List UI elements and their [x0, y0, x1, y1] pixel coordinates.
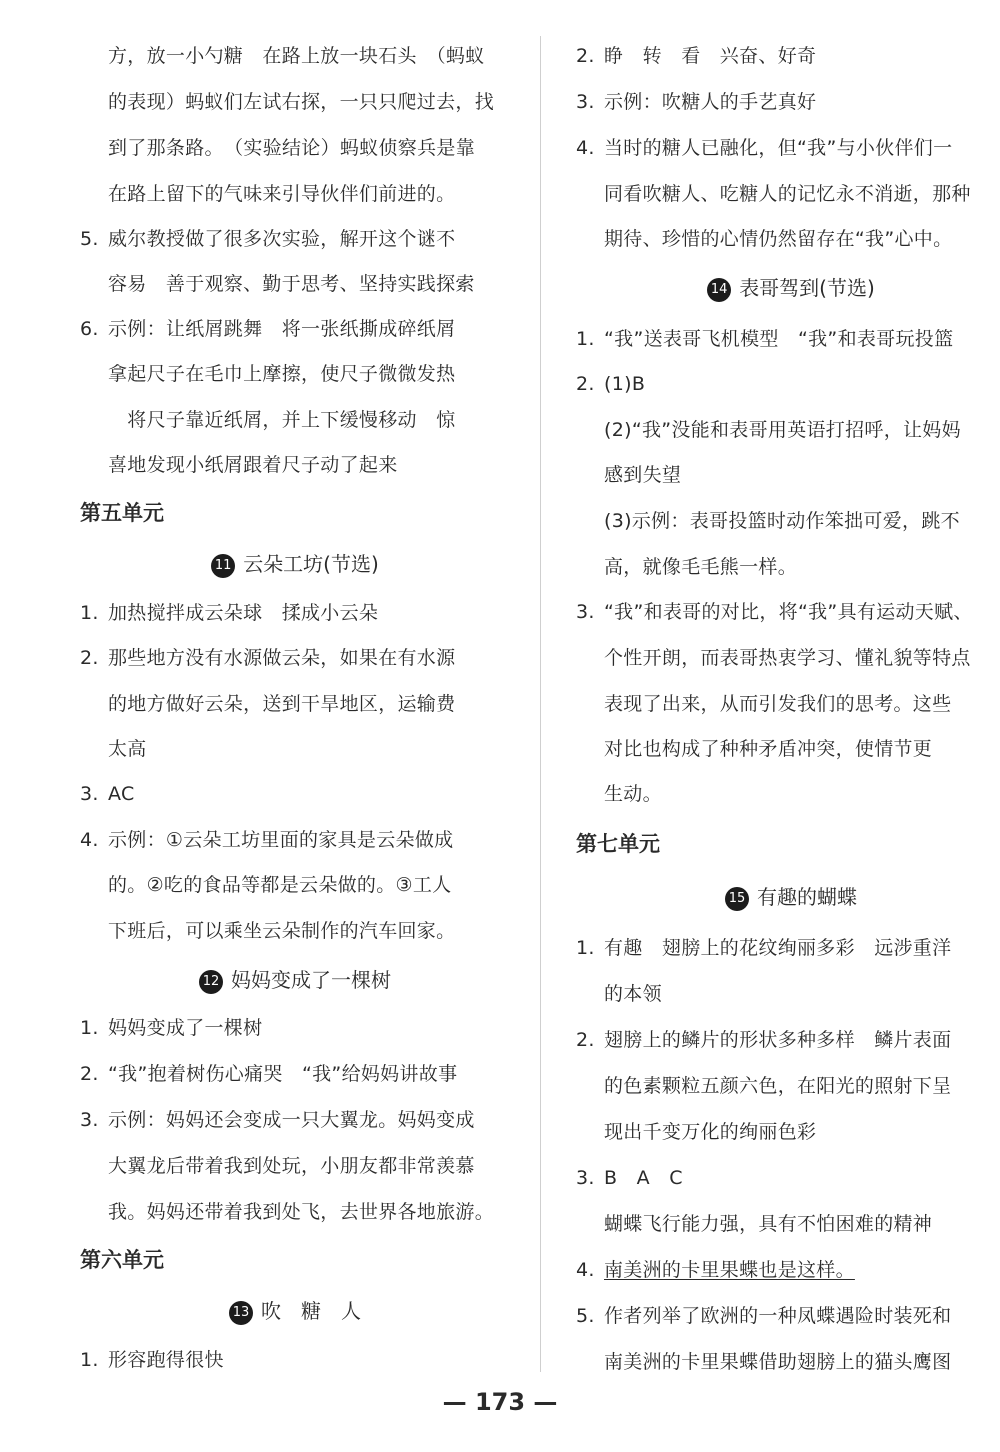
text-line: 拿起尺子在毛巾上摩擦，使尺子微微发热	[108, 363, 456, 385]
lesson13-answer-4: 4. 当时的糖人已融化，但“我”与小伙伴们一	[576, 137, 953, 159]
lesson11-answer-2: 2. 那些地方没有水源做云朵，如果在有水源	[80, 647, 456, 669]
lesson14-answer-3: 3. “我”和表哥的对比，将“我”具有运动天赋、	[576, 601, 973, 623]
question-number: 2.	[80, 1063, 99, 1085]
text-line: 表现了出来，从而引发我们的思考。这些	[604, 693, 952, 715]
text-line: 在路上留下的气味来引导伙伴们前进的。	[108, 183, 456, 205]
text-line: 个性开朗，而表哥热衷学习、懂礼貌等特点	[604, 647, 971, 669]
text-line: 的表现）蚂蚁们左试右探，一只只爬过去，找	[108, 91, 495, 113]
lesson12-answer-1: 1. 妈妈变成了一棵树	[80, 1017, 263, 1039]
question-number: 1.	[576, 937, 595, 959]
lesson14-answer-1: 1. “我”送表哥飞机模型 “我”和表哥玩投篮	[576, 328, 954, 350]
lesson-number-badge: 13	[229, 1301, 253, 1325]
text-line: 生动。	[604, 783, 662, 805]
lesson11-answer-4: 4. 示例：①云朵工坊里面的家具是云朵做成	[80, 829, 454, 851]
unit-heading-5: 第五单元	[80, 501, 164, 525]
lesson13-answer-1: 1. 形容跑得很快	[80, 1349, 224, 1371]
lesson-number-badge: 11	[211, 554, 235, 578]
lesson15-answer-5: 5. 作者列举了欧洲的一种凤蝶遇险时装死和	[576, 1305, 952, 1327]
text-line: 方，放一小勺糖 在路上放一块石头 （蚂蚁	[108, 45, 485, 67]
question-number: 3.	[80, 783, 99, 805]
question-number: 3.	[576, 1167, 595, 1189]
lesson15-answer-1: 1. 有趣 翅膀上的花纹绚丽多彩 远涉重洋	[576, 937, 952, 959]
lesson12-answer-2: 2. “我”抱着树伤心痛哭 “我”给妈妈讲故事	[80, 1063, 458, 1085]
text-line: 的地方做好云朵，送到干旱地区，运输费	[108, 693, 456, 715]
text-line: 到了那条路。 （实验结论）蚂蚁侦察兵是靠	[108, 137, 476, 159]
question-number: 3.	[80, 1109, 99, 1131]
text-line: 同看吹糖人、吃糖人的记忆永不消逝，那种	[604, 183, 971, 205]
answer-5: 5. 威尔教授做了很多次实验，解开这个谜不	[80, 228, 456, 250]
question-number: 2.	[576, 45, 595, 67]
lesson-title-11: 11 云朵工坊(节选)	[80, 550, 510, 578]
lesson15-answer-3: 3. B A C	[576, 1167, 683, 1189]
question-number: 1.	[80, 1349, 99, 1371]
text-line: 南美洲的卡里果蝶借助翅膀上的猫头鹰图	[604, 1351, 952, 1373]
question-number: 5.	[80, 228, 99, 250]
question-number: 3.	[576, 601, 595, 623]
text-line: (3)示例：表哥投篮时动作笨拙可爱，跳不	[604, 510, 960, 532]
lesson11-answer-3: 3. AC	[80, 783, 135, 805]
question-number: 1.	[80, 1017, 99, 1039]
question-number: 2.	[80, 647, 99, 669]
text-line: 太高	[108, 738, 147, 760]
lesson-number-badge: 14	[707, 278, 731, 302]
lesson14-answer-2: 2. (1)B	[576, 373, 646, 395]
text-line: 感到失望	[604, 464, 682, 486]
lesson-title-12: 12 妈妈变成了一棵树	[80, 966, 510, 994]
underlined-sentence: 南美洲的卡里果蝶也是这样。	[604, 1259, 855, 1281]
text-line: 现出千变万化的绚丽色彩	[604, 1121, 817, 1143]
answer-6: 6. 示例：让纸屑跳舞 将一张纸撕成碎纸屑	[80, 318, 456, 340]
page-number: — 173 —	[442, 1388, 558, 1416]
lesson-number-badge: 12	[199, 970, 223, 994]
text-line: 蝴蝶飞行能力强，具有不怕困难的精神	[604, 1213, 933, 1235]
lesson12-answer-3: 3. 示例：妈妈还会变成一只大翼龙。妈妈变成	[80, 1109, 475, 1131]
question-number: 5.	[576, 1305, 595, 1327]
text-line: 对比也构成了种种矛盾冲突，使情节更	[604, 738, 933, 760]
text-line: (2)“我”没能和表哥用英语打招呼，让妈妈	[604, 419, 961, 441]
question-number: 6.	[80, 318, 99, 340]
question-number: 4.	[576, 1259, 595, 1281]
lesson-number-badge: 15	[725, 887, 749, 911]
lesson15-answer-4	[576, 1258, 1000, 1282]
text-line: 喜地发现小纸屑跟着尺子动了起来	[108, 454, 398, 476]
question-number: 4.	[80, 829, 99, 851]
column-divider	[540, 36, 541, 1372]
text-line: 的本领	[604, 983, 662, 1005]
lesson13-answer-3: 3. 示例：吹糖人的手艺真好	[576, 91, 817, 113]
question-number: 3.	[576, 91, 595, 113]
text-line: 的色素颗粒五颜六色，在阳光的照射下呈	[604, 1075, 952, 1097]
question-number: 1.	[80, 602, 99, 624]
text-line: 大翼龙后带着我到处玩，小朋友都非常羡慕	[108, 1155, 475, 1177]
unit-heading-7: 第七单元	[576, 832, 660, 856]
text-line: 期待、珍惜的心情仍然留存在“我”心中。	[604, 228, 953, 250]
lesson15-answer-2: 2. 翅膀上的鳞片的形状多种多样 鳞片表面	[576, 1029, 952, 1051]
question-number: 2.	[576, 1029, 595, 1051]
lesson-title-15: 15 有趣的蝴蝶	[576, 883, 1000, 911]
text-line: 容易 善于观察、勤于思考、坚持实践探索	[108, 273, 475, 295]
lesson13-answer-2: 2. 睁 转 看 兴奋、好奇	[576, 45, 817, 67]
text-line: 我。妈妈还带着我到处飞，去世界各地旅游。	[108, 1201, 495, 1223]
lesson-title-13: 13 吹 糖 人	[80, 1297, 510, 1325]
text-line: 将尺子靠近纸屑，并上下缓慢移动 惊	[108, 409, 456, 431]
text-line: 下班后，可以乘坐云朵制作的汽车回家。	[108, 920, 456, 942]
question-number: 2.	[576, 373, 595, 395]
lesson-title-14: 14 表哥驾到(节选)	[576, 274, 1000, 302]
text-line: 高，就像毛毛熊一样。	[604, 556, 798, 578]
lesson11-answer-1: 1. 加热搅拌成云朵球 揉成小云朵	[80, 602, 379, 624]
unit-heading-6: 第六单元	[80, 1248, 164, 1272]
text-line: 的。②吃的食品等都是云朵做的。③工人	[108, 874, 452, 896]
question-number: 1.	[576, 328, 595, 350]
question-number: 4.	[576, 137, 595, 159]
